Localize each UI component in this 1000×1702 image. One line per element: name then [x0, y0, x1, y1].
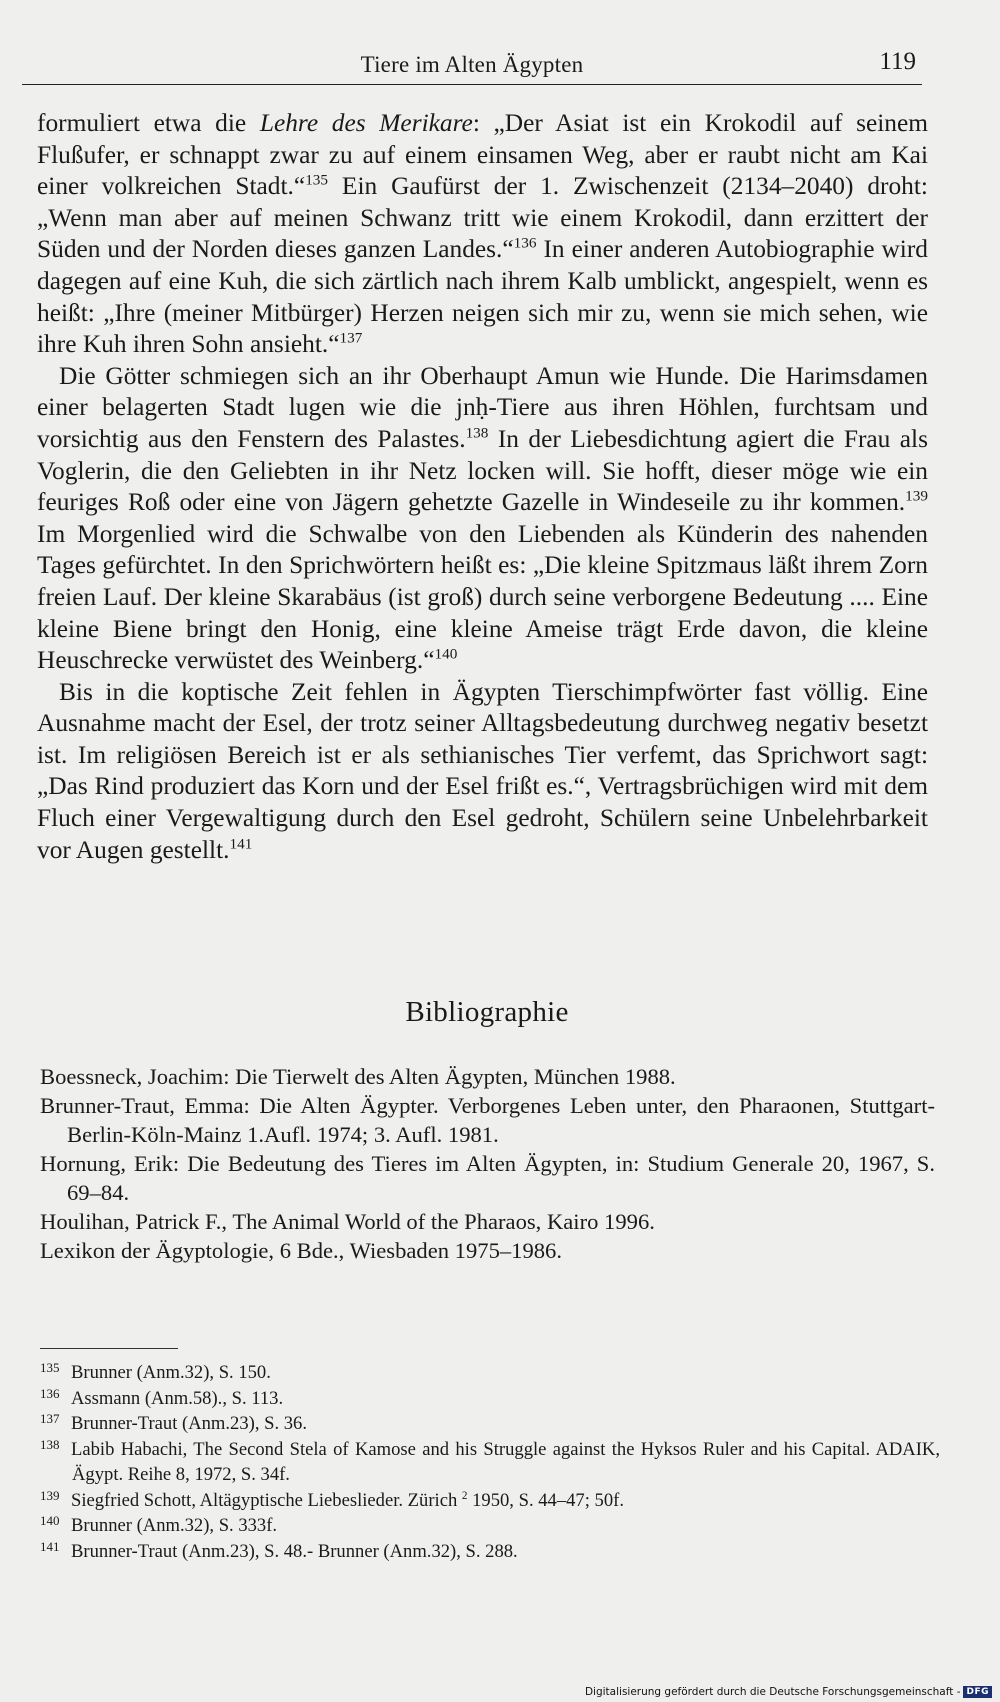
- italic-title: Lehre des Merikare: [259, 109, 473, 137]
- footnote-text: Labib Habachi, The Second Stela of Kamose and his Struggle against the Hyksos Ruler and his Capital. ADAIK, Ägypt. Reihe 8, 1972, S. 34f.: [71, 1438, 940, 1485]
- footnote: 139 Siegfried Schott, Altägyptische Liebeslieder. Zürich $^2$ 1950, S. 44–47; 50f.: [40, 1487, 624, 1511]
- footnote: 136 Assmann (Anm.58)., S. 113.: [40, 1385, 284, 1409]
- text-run: In einer anderen Autobiographie wird dagegen auf eine Kuh, die sich zärtlich nach ihrem Kalb umblickt, angespielt, wenn es heißt: „Ihre (meiner Mitbürger) Herzen neigen sich mir zu, wenn sie mich sehen, wie ihre Kuh ihren Sohn ansieht.“: [37, 235, 928, 359]
- body-text: [37, 108, 928, 866]
- footnote-ref[interactable]: 139: [905, 487, 928, 505]
- bibliography-entry: Brunner-Traut, Emma: Die Alten Ägypter. Verborgenes Leben unter, den Pharaonen, Stuttgart-Berlin-Köln-Mainz 1.Aufl. 1974; 3. Aufl. 1981.: [40, 1093, 935, 1147]
- text-run: Ein Gaufürst der 1. Zwischenzeit (2134–2040) droht: „Wenn man aber auf meinen Schwanz tritt wie einem Krokodil, dann erzittert der Süden und der Norden dieses ganzen Landes.“: [37, 172, 928, 264]
- text-run: Die Götter schmiegen sich an ihr Oberhaupt Amun wie Hunde. Die Harimsdamen einer belagerten Stadt lugen wie die jnḥ-Tiere aus ihren Höhlen, furchtsam und vorsichtig aus den Fenstern des Palastes.: [37, 361, 928, 453]
- footnote-text: Assmann (Anm.58)., S. 113.: [71, 1387, 284, 1409]
- footnote-ref[interactable]: 137: [339, 329, 363, 347]
- text-run: : „Der Asiat ist ein Krokodil auf seinem Flußufer, er schnappt zwar zu auf einem einsamen Weg, aber er raubt nicht am Kai einer volkreichen Stadt.“: [37, 109, 928, 201]
- footnote-ref[interactable]: 141: [229, 835, 253, 853]
- footnote-ref[interactable]: 136: [513, 234, 537, 252]
- running-head: [22, 44, 922, 85]
- page-number: 119: [879, 48, 916, 75]
- bibliography-entry: Boessneck, Joachim: Die Tierwelt des Alten Ägypten, München 1988.: [40, 1064, 676, 1089]
- digitization-credit: [585, 1686, 992, 1698]
- edition-superscript: 2: [461, 1489, 468, 1502]
- footnote-ref[interactable]: 140: [434, 645, 458, 663]
- bibliography-entry: Houlihan, Patrick F., The Animal World of the Pharaos, Kairo 1996.: [40, 1209, 655, 1234]
- bibliography-list: [40, 1062, 935, 1265]
- credit-text: Digitalisierung gefördert durch die Deutsche Forschungsgemeinschaft -: [584, 1686, 961, 1698]
- paragraph-3: [37, 677, 928, 867]
- footnote-text: Brunner (Anm.32), S. 333f.: [71, 1515, 278, 1536]
- text-run: In der Liebesdichtung agiert die Frau als Voglerin, die den Geliebten in ihr Netz locken will. Sie hofft, dieser möge wie ein feuriges Roß oder eine von Jägern gehetzte Gazelle in Windeseile zu ihr kommen.: [37, 424, 928, 517]
- running-title: Tiere im Alten Ägypten: [360, 52, 584, 77]
- footnote-ref[interactable]: 138: [465, 424, 489, 442]
- bibliography-entry: Lexikon der Ägyptologie, 6 Bde., Wiesbaden 1975–1986.: [40, 1238, 563, 1263]
- footnote: 141 Brunner-Traut (Anm.23), S. 48.- Brunner (Anm.32), S. 288.: [40, 1538, 518, 1562]
- footnote: 137 Brunner-Traut (Anm.23), S. 36.: [40, 1411, 307, 1434]
- paragraph-1: [37, 108, 928, 361]
- text-run: Bis in die koptische Zeit fehlen in Ägypten Tierschimpfwörter fast völlig. Eine Ausnahme macht der Esel, der trotz seiner Alltagsbedeutung durchweg negativ besetzt ist. Im religiösen Bereich ist er als sethianisches Tier verfemt, das Sprichwort sagt: „Das Rind produziert das Korn und der Esel frißt es.“, Vertragsbrüchigen wird mit dem Fluch einer Vergewaltigung durch den Esel gedroht, Schülern seine Unbelehrbarkeit vor Augen gestellt.: [37, 677, 928, 864]
- footnote-divider: [40, 1348, 178, 1349]
- footnote: 135 Brunner (Anm.32), S. 150.: [40, 1360, 271, 1383]
- paragraph-2: [37, 361, 928, 677]
- footnotes: [40, 1360, 940, 1564]
- footnote: 138 Labib Habachi, The Second Stela of Kamose and his Struggle against the Hyksos Ruler and his Capital. ADAIK, Ägypt. Reihe 8, 1972, S. 34f.: [40, 1436, 940, 1485]
- dfg-logo-icon: DFG: [963, 1686, 992, 1698]
- footnote-text: Brunner-Traut (Anm.23), S. 48.- Brunner (Anm.32), S. 288.: [71, 1540, 518, 1562]
- footnote-text: Brunner (Anm.32), S. 150.: [71, 1362, 271, 1383]
- footnote-ref[interactable]: 135: [305, 171, 329, 189]
- footnote-text: Siegfried Schott, Altägyptische Liebeslieder. Zürich: [71, 1489, 462, 1511]
- footnote-text: Brunner-Traut (Anm.23), S. 36.: [71, 1413, 307, 1434]
- text-run: formuliert etwa die: [37, 109, 260, 137]
- footnote-text: 1950, S. 44–47; 50f.: [467, 1489, 624, 1511]
- bibliography-entry: Hornung, Erik: Die Bedeutung des Tieres im Alten Ägypten, in: Studium Generale 20, 1967, S. 69–84.: [40, 1151, 935, 1205]
- footnote: 140 Brunner (Anm.32), S. 333f.: [40, 1513, 278, 1536]
- bibliography-heading: Bibliographie: [405, 996, 569, 1028]
- text-run: Im Morgenlied wird die Schwalbe von den Liebenden als Künderin des nahenden Tages gefürchtet. In den Sprichwörtern heißt es: „Die kleine Spitzmaus läßt ihrem Zorn freien Lauf. Der kleine Skarabäus (ist groß) durch seine verborgene Bedeutung .... Eine kleine Biene bringt den Honig, eine kleine Ameise trägt Erde davon, die kleine Heuschrecke verwüstet des Weinberg.“: [37, 519, 928, 675]
